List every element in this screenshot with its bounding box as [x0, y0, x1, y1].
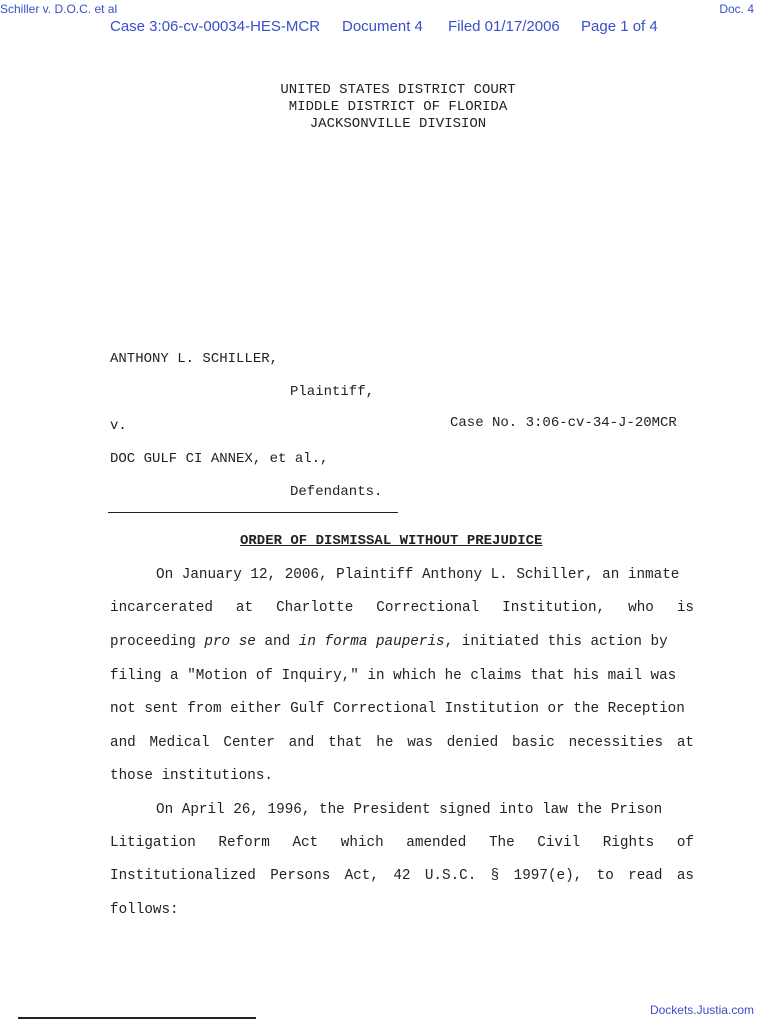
dockets-justia-link[interactable]: Dockets.Justia.com — [649, 1003, 754, 1017]
header-filed-date: Filed 01/17/2006 — [448, 18, 560, 35]
paragraph-1-line-1: On January 12, 2006, Plaintiff Anthony L. Schiller, an inmate — [156, 567, 680, 583]
court-name: UNITED STATES DISTRICT COURT — [280, 82, 516, 98]
court-district: MIDDLE DISTRICT OF FLORIDA — [288, 99, 508, 115]
paragraph-1-line-4: filing a "Motion of Inquiry," in which he claims that his mail was — [110, 668, 677, 684]
paragraph-1-line-6: and Medical Center and that he was denied basic necessities at — [110, 735, 694, 751]
caption-rule — [108, 512, 398, 513]
court-division: JACKSONVILLE DIVISION — [309, 116, 487, 132]
paragraph-2-line-1: On April 26, 1996, the President signed into law the Prison — [156, 802, 663, 818]
paragraph-2-line-3: Institutionalized Persons Act, 42 U.S.C. § 1997(e), to read as — [110, 868, 694, 884]
case-title-link[interactable]: Schiller v. D.O.C. et al — [0, 2, 118, 16]
defendant-name: DOC GULF CI ANNEX, et al., — [110, 451, 329, 467]
order-title: ORDER OF DISMISSAL WITHOUT PREJUDICE — [240, 533, 543, 549]
case-number: Case No. 3:06-cv-34-J-20MCR — [450, 415, 677, 431]
header-page-count: Page 1 of 4 — [581, 18, 658, 35]
paragraph-1-line-7: those institutions. — [110, 768, 274, 784]
paragraph-2-line-4: follows: — [110, 902, 179, 918]
plaintiff-label: Plaintiff, — [290, 384, 375, 400]
paragraph-2-line-2: Litigation Reform Act which amended The Civil Rights of — [110, 835, 694, 851]
header-document-number: Document 4 — [342, 18, 423, 35]
footnote-rule — [18, 1017, 256, 1019]
header-case-number: Case 3:06-cv-00034-HES-MCR — [110, 18, 321, 35]
doc-number-link[interactable]: Doc. 4 — [719, 2, 754, 16]
paragraph-1-line-5: not sent from either Gulf Correctional Institution or the Reception — [110, 701, 685, 717]
defendant-label: Defendants. — [290, 484, 383, 500]
plaintiff-name: ANTHONY L. SCHILLER, — [110, 351, 279, 367]
paragraph-1-line-2: incarcerated at Charlotte Correctional Institution, who is — [110, 600, 694, 616]
paragraph-1-line-3: proceeding pro se and in forma pauperis, initiated this action by — [110, 634, 668, 650]
versus: v. — [110, 418, 127, 434]
